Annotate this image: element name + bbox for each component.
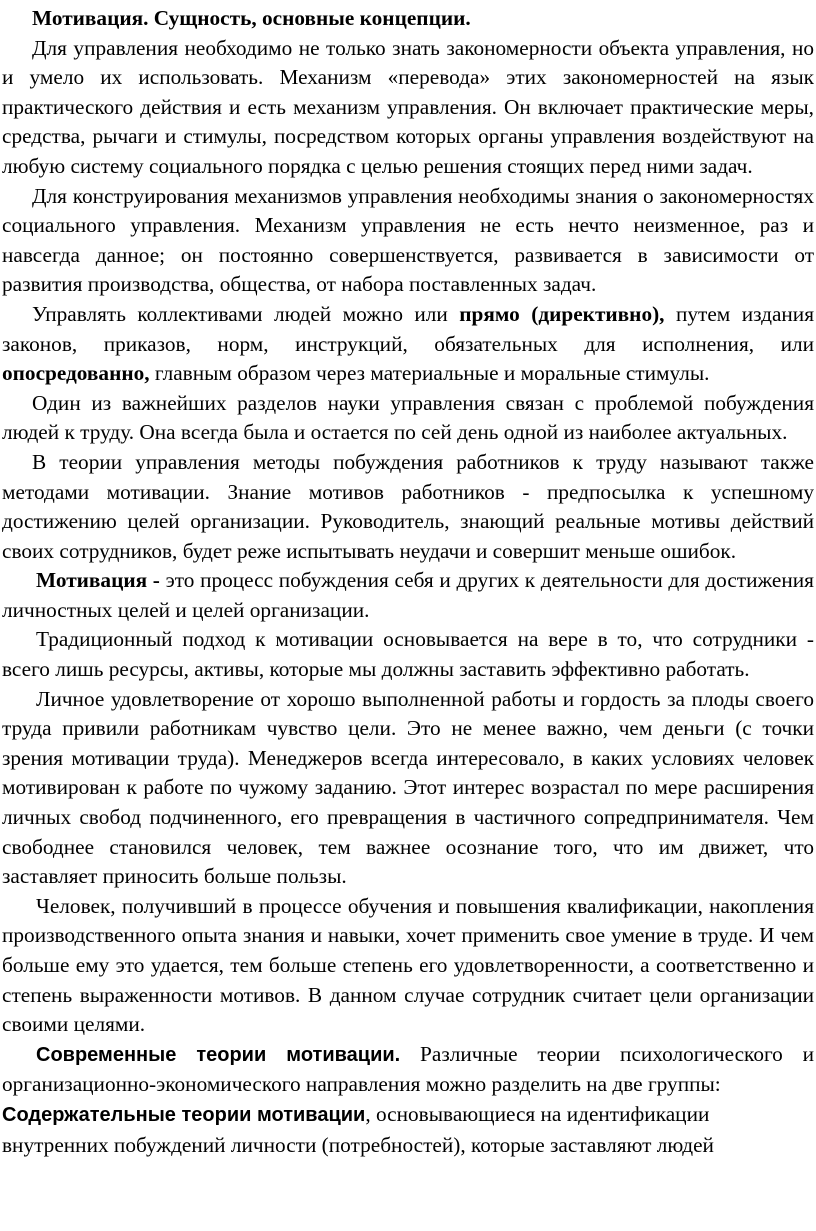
paragraph-motivation-definition bbox=[2, 566, 814, 625]
text-fragment: Различные теории психологического и организационно-экономического направления можно разделить на две группы: bbox=[2, 1041, 814, 1097]
paragraph-direct-indirect bbox=[2, 300, 814, 389]
text-fragment: главным образом через материальные и моральные стимулы. bbox=[149, 361, 710, 386]
paragraph-construction: Для конструирования механизмов управления необходимы знания о закономерностях социального управления. Механизм управления не есть нечто неизменное, раз и навсегда данное; он постоянно совершенствуется, развивается в зависимости от развития производства, общества, от набора поставленных задач. bbox=[2, 183, 814, 297]
paragraph-mechanism: Для управления необходимо не только знать закономерности объекта управления, но и умело их использовать. Механизм «перевода» этих закономерностей на язык практического действия и есть механизм управления. Он включает практические меры, средства, рычаги и стимулы, посредством которых органы управления воздействуют на любую систему социального порядка с целью решения стоящих перед ними задач. bbox=[2, 35, 814, 178]
bold-term-indirect: опосредованно, bbox=[2, 361, 150, 386]
text-fragment: Управлять коллективами людей можно или bbox=[32, 301, 460, 326]
bold-term-motivation: Мотивация - bbox=[36, 568, 160, 593]
bold-term-direct: прямо (директивно), bbox=[459, 301, 665, 326]
text-fragment: это процесс побуждения себя и других к деятельности для достижения личностных целей и целей организации. bbox=[2, 568, 814, 622]
paragraph-motivation-methods: В теории управления методы побуждения работников к труду называют также методами мотивации. Знание мотивов работников - предпосылка к успешному достижению целей организации. Руководитель, знающий реальные мотивы действий своих сотрудников, будет реже испытывать неудачи и совершит меньше ошибок. bbox=[2, 449, 814, 563]
text-fragment: путем издания законов, приказов, норм, инструкций, обязательных для исполнения, или bbox=[2, 301, 814, 356]
paragraph-qualification: Человек, получивший в процессе обучения и повышения квалификации, накопления производственного опыта знания и навыки, хочет применить свое умение в труде. И чем больше ему это удается, тем больше степень его удовлетворенности, а соответственно и степень выраженности мотивов. В данном случае сотрудник считает цели организации своими целями. bbox=[2, 893, 814, 1037]
paragraph-modern-theories bbox=[2, 1040, 814, 1100]
bold-term-modern-theories: Современные теории мотивации. bbox=[36, 1043, 401, 1066]
paragraph-motivation-problem: Один из важнейших разделов науки управления связан с проблемой побуждения людей к труду. Она всегда была и остается по сей день одной из наиболее актуальных. bbox=[2, 390, 814, 445]
paragraph-traditional-approach: Традиционный подход к мотивации основывается на вере в то, что сотрудники - всего лишь ресурсы, активы, которые мы должны заставить эффективно работать. bbox=[2, 627, 814, 682]
bold-term-content-theories: Содержательные теории мотивации bbox=[2, 1103, 366, 1126]
paragraph-content-theories bbox=[2, 1100, 814, 1160]
paragraph-personal-satisfaction: Личное удовлетворение от хорошо выполненной работы и гордость за плоды своего труда привили работникам чувство цели. Это не менее важно, чем деньги (с точки зрения мотивации труда). Менеджеров всегда интересовало, в каких условиях человек мотивирован к работе по чужому заданию. Этот интерес возрастал по мере расширения личных свобод подчиненного, его превращения в частичного сопредпринимателя. Чем свободнее становился человек, тем важнее осознание того, что им движет, что заставляет приносить больше пользы. bbox=[2, 686, 814, 889]
section-heading: Мотивация. Сущность, основные концепции. bbox=[32, 6, 471, 30]
text-fragment: , основывающиеся на идентификации внутренних побуждений личности (потребностей), которые заставляют людей bbox=[2, 1101, 714, 1157]
